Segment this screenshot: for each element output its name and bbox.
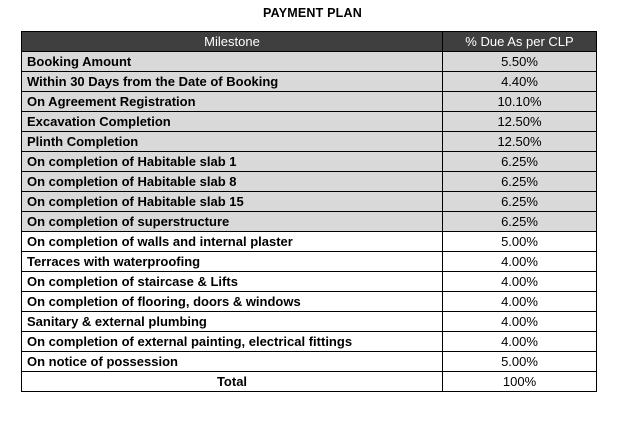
due-cell: 6.25% (443, 152, 597, 172)
due-cell: 10.10% (443, 92, 597, 112)
due-cell: 4.00% (443, 292, 597, 312)
due-cell: 4.00% (443, 312, 597, 332)
due-cell: 5.50% (443, 52, 597, 72)
table-row (22, 292, 597, 312)
milestone-cell: On completion of staircase & Lifts (22, 272, 443, 292)
table-row (22, 192, 597, 212)
table-row (22, 52, 597, 72)
due-cell: 12.50% (443, 132, 597, 152)
milestone-cell: On completion of external painting, electrical fittings (22, 332, 443, 352)
payment-plan-table (21, 31, 597, 392)
table-row (22, 112, 597, 132)
table-row (22, 352, 597, 372)
milestone-cell: Terraces with waterproofing (22, 252, 443, 272)
milestone-cell: On Agreement Registration (22, 92, 443, 112)
milestone-cell: On completion of Habitable slab 15 (22, 192, 443, 212)
table-header-row (22, 32, 597, 52)
due-cell: 4.00% (443, 332, 597, 352)
due-cell: 4.00% (443, 272, 597, 292)
due-column-header: % Due As per CLP (443, 32, 597, 52)
table-row (22, 172, 597, 192)
table-row (22, 332, 597, 352)
total-label: Total (22, 372, 443, 392)
table-row (22, 272, 597, 292)
milestone-cell: On completion of walls and internal plaster (22, 232, 443, 252)
table-row (22, 232, 597, 252)
table-row (22, 92, 597, 112)
table-row (22, 132, 597, 152)
table-row (22, 312, 597, 332)
milestone-column-header: Milestone (22, 32, 443, 52)
due-cell: 4.40% (443, 72, 597, 92)
due-cell: 5.00% (443, 232, 597, 252)
total-row (22, 372, 597, 392)
milestone-cell: On completion of superstructure (22, 212, 443, 232)
total-value: 100% (443, 372, 597, 392)
milestone-cell: Booking Amount (22, 52, 443, 72)
table-row (22, 152, 597, 172)
page-title: PAYMENT PLAN (263, 6, 362, 20)
milestone-cell: Sanitary & external plumbing (22, 312, 443, 332)
milestone-cell: On notice of possession (22, 352, 443, 372)
due-cell: 6.25% (443, 192, 597, 212)
due-cell: 6.25% (443, 172, 597, 192)
milestone-cell: Excavation Completion (22, 112, 443, 132)
milestone-cell: On completion of Habitable slab 1 (22, 152, 443, 172)
table-row (22, 72, 597, 92)
table-row (22, 212, 597, 232)
due-cell: 12.50% (443, 112, 597, 132)
milestone-cell: Plinth Completion (22, 132, 443, 152)
due-cell: 4.00% (443, 252, 597, 272)
table-row (22, 252, 597, 272)
due-cell: 6.25% (443, 212, 597, 232)
milestone-cell: Within 30 Days from the Date of Booking (22, 72, 443, 92)
due-cell: 5.00% (443, 352, 597, 372)
milestone-cell: On completion of flooring, doors & windows (22, 292, 443, 312)
milestone-cell: On completion of Habitable slab 8 (22, 172, 443, 192)
